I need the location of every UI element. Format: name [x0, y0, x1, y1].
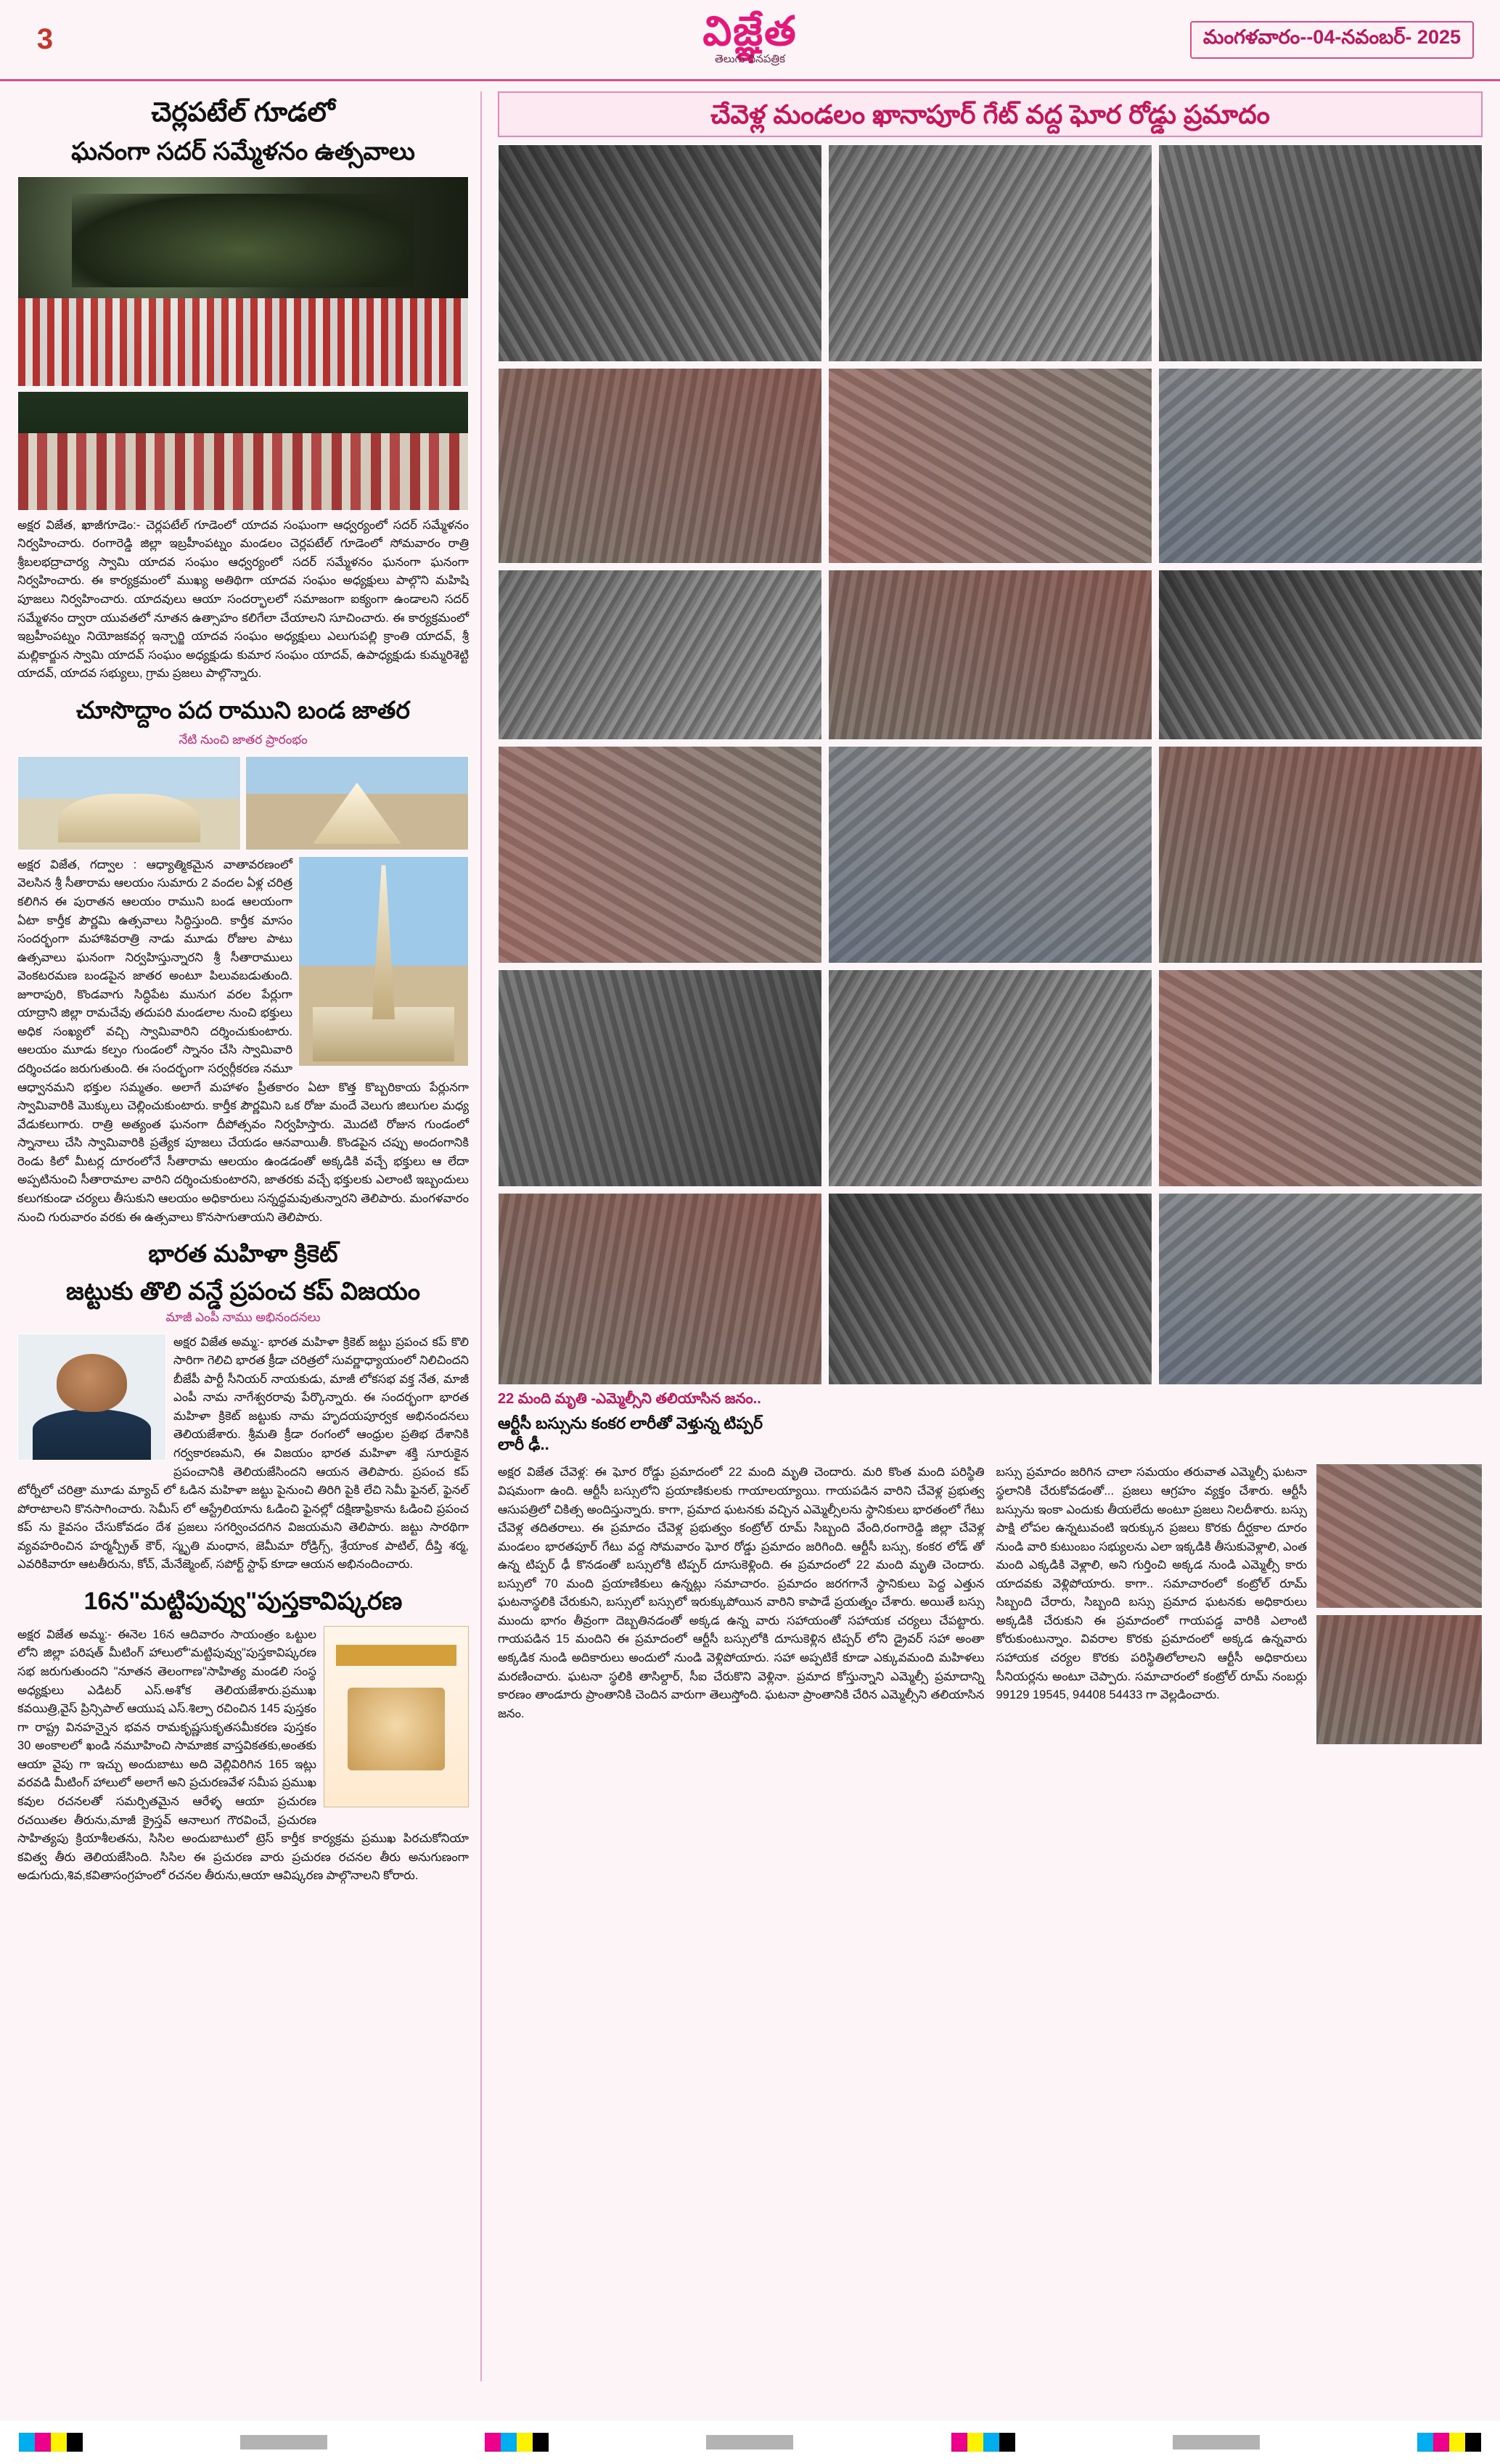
page-number: 3	[36, 23, 54, 55]
accident-photo-victim-14	[1316, 1463, 1483, 1609]
swatch-magenta	[951, 2433, 967, 2452]
swatch-magenta	[35, 2433, 51, 2452]
accident-photo-victim-6	[498, 746, 822, 964]
story2-headline: చూసొద్దాం పద రాముని బండ జాతర	[76, 696, 410, 723]
accident-photo-bus-interior-1	[498, 144, 822, 362]
accident-photo-victim-10	[1158, 969, 1483, 1187]
page-content	[0, 81, 1500, 2381]
accident-photo-victim-2	[828, 368, 1152, 564]
story3-headline-2: జట్టుకు తొలి వన్డే ప్రపంచ కప్ విజయం	[66, 1278, 420, 1306]
accident-photo-bus-interior-2	[828, 144, 1152, 362]
accident-photo-site-1	[498, 969, 822, 1187]
story3-headline-1: భారత మహిళా క్రికెట్	[148, 1240, 338, 1268]
swatch-magenta	[485, 2433, 501, 2452]
accident-photo-victim-11	[498, 1193, 822, 1385]
mp-portrait-photo	[17, 1334, 166, 1461]
story2-body: అక్షర విజేత, గద్వాల : ఆధ్యాత్మికమైన వాతావరణంలో వెలసిన శ్రీ సీతారామ ఆలయం సుమారు 2 వందల ఏళ్ల చరిత్ర కలిగిన ఈ పురాతన ఆలయం రాముని బండ ఆలయంగా ఏటా కార్తీక పౌర్ణమి ఉత్సవాలు సిద్ధిస్తుంది. కార్తీక మాసం సందర్భంగా మహాశివరాత్రి నాడు మూడు రోజుల పాటు ఉత్సవాలు ఘనంగా నిర్వహిస్తున్నారని శ్రీ సీతారాములు వెంకటరమణ బండపైన జాతర అంటూ పిలువబడుతుంది. జూరాపురి, కొండవాగు సిద్ధిపేట మునుగ వరల పేర్లుగా యాద్రాని జిల్లా రామచేవు తదుపరి మండలాల నుంచి భక్తులు అధిక సంఖ్యలో వచ్చి స్వామివారిని దర్శించుకుంటారు. ఆలయం మూడు కల్పం గుండంలో స్నానం చేసి స్వామివారి దర్శించడం జరుగుతుంది. ఈ సందర్భంగా సర్వర్గీకరణ నమూ ఆధ్వానమని భక్తుల సమ్మతం. అలాగే మహాళం ప్రీతకారం ఏటా కొత్త కొబ్బరికాయ పేర్లునగా స్వామివారికి మొక్కులు చెల్లించుకుంటారు. కార్తీక పౌర్ణమిని ఒక రోజు మందే వెలుగు జిలుగుల మధ్య వేడుకలుగారు. రాత్రి అత్యంత ఘనంగా దీపోత్సవం నిర్వహిస్తారు. మొదటి రోజున గుండంలో స్నానాలు చేసి స్వామివారికి ప్రత్యేక పూజలు చేయడం ఆనవాయితీ. కొండపైన చప్పు అందంగానికి రెండు కిలో మీటర్ల దూరంలోనే సీతారామ ఆలయం ఉండడంతో అక్కడికి వచ్చే భక్తులు ఆ లేదా అప్పటినుంచి సీతారామాల వారిని దర్శించుకుంటారని, జాతరకు వచ్చే భక్తులకు ఎలాంటి ఇబ్బందులు కలుగకుండా చర్యలు తీసుకుని ఆలయం అధికారులు సన్నద్ధమవుతున్నారని తెలిపారు. మంగళవారం నుంచి గురువారం వరకు ఈ ఉత్సవాలు కొనసాగుతాయని తెలిపారు.	[17, 858, 469, 1224]
accident-photo-grid-5	[498, 969, 1483, 1187]
gray-block-2	[706, 2435, 793, 2449]
story-womens-cricket	[17, 1240, 469, 1574]
swatch-yellow	[51, 2433, 67, 2452]
left-column	[17, 91, 482, 2381]
accident-caption-2-line1: ఆర్టీసీ బస్సును కంకర లారీతో వెళ్తున్న టిప్పర్	[498, 1414, 763, 1433]
accident-caption-2-line2: లారీ ఢీ..	[498, 1434, 549, 1453]
swatch-group-mid2	[951, 2433, 1015, 2452]
story-ramuni-banda-jatara	[17, 697, 469, 1227]
swatch-yellow	[967, 2433, 983, 2452]
story1-headline-1: చెర్లపటేల్ గూడలో	[151, 97, 335, 127]
masthead	[0, 0, 1500, 81]
accident-photo-grid-4	[498, 746, 1483, 964]
accident-body-left: అక్షర విజేత చేవెళ్ల: ఈ ఘోర రోడ్డు ప్రమాదంలో 22 మంది మృతి చెందారు. మరి కొంత మంది పరిస్థితి విషమంగా ఉంది. ఆర్టీసీ బస్సులోని ప్రయాణికులకు గాయాలయ్యాయి. గాయపడిన వారిని చేవెళ్ల ప్రభుత్వ ఆసుపత్రిలో చికిత్స అందిస్తున్నారు. కాగా, ప్రమాద ఘటనకు వచ్చిన ఎమ్మెల్సీలను స్థానికులు భారతంలో గేటు చేవెళ్ల తదితరాలు. ఈ ప్రమాదం చేవెళ్ల ప్రభుత్వం కంట్రోల్ రూమ్ సిబ్బంది వేంది,రంగారెడ్డి జిల్లా చేవెళ్ల మండలం భారతపూర్ గేటు వద్ద సోమవారం ఘోర రోడ్డు ప్రమాదం జరిగింది. ఆర్టీసీ బస్సు, కంకర లోడ్ తో ఉన్న టిప్పర్ ఢీ కొనడంతో బస్సులోకి టిప్పర్ దూసుకెళ్లింది. ఈ ప్రమాదంలో 22 మంది మృతి చెందారు. బస్సులో 70 మంది ప్రయాణికులు ఉన్నట్లు సమాచారం. ప్రమాదం జరగగానే స్థానికులు పెద్ద ఎత్తున ఘటనాస్థలికి చేరుకుని, బస్సులో బస్సులో ఇరుక్కుపోయిన వారిని కాపాడే ప్రయత్నం చేశారు. అయితే బస్సు ముందు భాగం తీవ్రంగా దెబ్బతినడంతో అక్కడ ఉన్న వారు సహాయంతో సహాయక చర్యలు చేపట్టారు. గాయపడిన 15 మందిని ఈ ప్రమాదంలో ఆర్టీసీ బస్సులోకి దూసుకెళ్లిన టిప్పర్ లోని డ్రైవర్ సహా అంతా అక్కడిక నుండి అదికారులు అందులో నుండి వెళ్లిపోయారు. సహా అప్పటికే కూడా ఎక్కువమంది మహిళలు మరణించారు. ఘటనా స్థలికి తాసిల్దార్, సీఐ చేరుకొని వెళ్లినా. ప్రమాద కోస్తున్నాని ఎమ్మెల్సీ ప్రమాదాన్ని కారణం తాండూరు ప్రాంతానికి చెందిన వారుగా తెలుస్తోంది. ఘటనా ప్రాంతానికి చేరిన ఎమ్మెల్సీని తలియాసిన జనం.	[498, 1466, 985, 1720]
accident-photo-victim-9	[828, 969, 1152, 1187]
accident-photo-victim-7	[828, 746, 1152, 964]
newspaper-logo	[702, 8, 798, 68]
story1-headline-2: ఘనంగా సదర్ సమ్మేళనం ఉత్సవాలు	[71, 138, 415, 166]
right-column	[495, 91, 1483, 2381]
issue-date: మంగళవారం--04-నవంబర్- 2025	[1190, 21, 1474, 59]
story4-headline: 16న"మట్టిపువ్వు"పుస్తకావిష్కరణ	[83, 1587, 403, 1615]
group-procession-photo	[17, 391, 469, 511]
print-registration-bar	[0, 2420, 1500, 2464]
story3-body: అక్షర విజేత అమ్మ:- భారత మహిళా క్రికెట్ జట్టు ప్రపంచ కప్ కొలి సారిగా గెలిచి భారత క్రీడా చరిత్రలో సువర్ణాధ్యాయంలో నిలిచిందని బీజేపీ పార్టీ సీనియర్ నాయకుడు, మాజీ లోకసభ వక్త నేత, మాజీ ఎంపీ నామ నాగేశ్వరరావు పేర్కొన్నారు. ఈ సందర్భంగా భారత మహిళా క్రికెట్ జట్టుకు నామ హృదయపూర్వక అభినందనలు తెలియజేశారు. శ్రీమతి క్రీడా రంగంలో ఆంధ్రుల ప్రతిభ దేశానికి గర్వకారణమని, ఈ విజయం భారత మహిళా శక్తి సూరుకైన ప్రపంచానికి తెలియజేసిందని ఆయన తెలిపారు. ప్రపంచ కప్ టోర్నీలో చరిత్రా మూడు మ్యాచ్ లో ఓడిన మహిళా జట్టు పైనుంచి తిరిగి పైకి లేచి సెమీ ఫైనల్, ఫైనల్ పోరాటాలని కొనసాగించారు. సెమీస్ లో ఆస్ట్రేలియాను ఓడించి ఫైనల్లో దక్షిణాఫ్రికాను ఓడించి ప్రపంచ కప్ ను కైవసం చేసుకోవడం దేశ ప్రజలు సగర్వించదగిన విజయమని తెలిపారు. జట్టు సారథిగా వ్యవహరించిన హర్మన్ప్రీత్ కౌర్, స్మృతి మంధాన, జెమీమా రోడ్రిగ్స్, శ్రేయాంక పాటిల్, దీప్తి శర్మ, ఎవరికివారూ ఆటతీరును, కోచ్, మేనేజ్మెంట్, సపోర్ట్ స్టాఫ్ కూడా ఆయన అభినందించారు.	[17, 1335, 469, 1572]
swatch-yellow	[1449, 2433, 1465, 2452]
swatch-cyan	[1417, 2433, 1433, 2452]
accident-photo-grid-6	[498, 1193, 1483, 1385]
swatch-black	[1465, 2433, 1481, 2452]
swatch-black	[999, 2433, 1015, 2452]
swatch-black	[67, 2433, 83, 2452]
gray-block-1	[240, 2435, 327, 2449]
temple-lake-photo	[17, 756, 241, 850]
accident-photo-victim-3	[498, 570, 822, 740]
swatch-group-left	[19, 2433, 83, 2452]
accident-body-right: బస్సు ప్రమాదం జరిగిన చాలా సమయం తరువాత ఎమ్మెల్సీ ఘటనా స్థలానికి చేరుకోవడంతో... ప్రజలు ఆగ్రహం వ్యక్తం చేశారు. ఆర్టీసీ బస్సును ఇంకా ఎందుకు తీయలేదు అంటూ ప్రజలు నిలదీశారు. బస్సు పాక్షి లోపల ఉన్నటువంటి ఇరుక్కున ప్రజలు కొరకు దీర్ఘకాల దూరం నుండి వారి కుటుంబం సభ్యులను ఎలా ఇక్కడికి తీసుకువెళ్లాలి, ఎంత మంది ఎక్కడికి వెళ్లాలి, అని గుర్తించి అక్కడ నుండి ఎమ్మెల్సీ కారు యాదవకు వెళ్లిపోయారు. కాగా.. సమాచారంలో కంట్రోల్ రూమ్ సిబ్బంది చేరారు, సిబ్బంది బస్సు ప్రమాద ఘటనకు అధికారులు అక్కడికి చేరుకుని ఈ ప్రమాదంలో గాయపడ్డ వారికి ఎలాంటి కోరుకుంటున్నాం. వివరాల కొరకు ప్రమాదంలో అక్కడ ఉన్నవారు సహాయక చర్యల కొరకు పరిస్థితిలోలాలని ఆర్టీసీ అధికారులు సీనియర్లను అంటూ చెప్పారు. సమాచారంలో కంట్రోల్ రూమ్ నంబర్లు 99129 19545, 94408 54433 గా వెల్లడించారు.	[996, 1466, 1307, 1702]
book-release-poster	[324, 1626, 469, 1807]
accident-photo-victim-12	[828, 1193, 1152, 1385]
accident-photo-victim-5	[1158, 570, 1483, 740]
temple-pond-photo	[245, 756, 469, 850]
accident-photo-victim-8	[1158, 746, 1483, 964]
swatch-group-right	[1417, 2433, 1481, 2452]
logo-subtitle: తెలుగు దినపత్రిక	[715, 53, 785, 65]
story3-kicker: మాజీ ఎంపీ నాము అభినందనలు	[165, 1310, 321, 1324]
accident-photo-victim-13	[1158, 1193, 1483, 1385]
story4-body: అక్షర విజేత అమ్మ:- ఈనెల 16న ఆదివారం సాయంత్రం ఒట్టుల లోని జిల్లా పరిషత్ మీటింగ్ హాలులో"మట్టిపువ్వు"పుస్తకావిష్కరణ సభ జరుగుతుందని "నూతన తెలంగాణ"సాహిత్య మండలి సంస్థ అధ్యక్షులు ఎడిటర్ ఎస్.అశోక తెలియజేశారు.ప్రముఖ కవయిత్రి,వైస్ ప్రిన్సిపాల్ ఆయుష ఎస్.శిల్పా రచించిన 145 పుస్తకం గా రాష్ట్ర వినహన్నైన భవన రామకృష్ణసుకృతసమీకరణ పుస్తకం 30 అంకాలలో ఖండి నమూహించి సామాజిక వాస్తవికతకు,అంతకు ఆయా వైపు గా ఇచ్చు అందుబాటు అది వెల్లివిరిగిన 165 ఇట్లు వరవడి మీటింగ్ హాలులో అలాగే అని ప్రచురణవేళ సమీప ప్రముఖ కవుల రచనలతో సమర్పితమైన ఆరేళ్ళ ఆయా ప్రచురణ రచయితల తీరును,మాజీ క్రైస్తవ్ ఆనాలుగ గౌరవించే, ప్రచురణ సాహిత్యపు క్రియాశీలతను, సిసిల అందుబాటులో ట్రెస్ కార్తీక కార్యక్రమ ప్రముఖ పిరచుకోనియా కవిత్వ తీరు తెలియజేసింది. సిసిల ఈ ప్రచురణ వారు ప్రచురణ రచనల తీరు అనుగుణంగా అడుగుదు,శివ,కవితాసంగ్రహంలో రచనల తీరును,ఆయా ఆవిష్కరణ పాల్గొనాలని కోరారు.	[17, 1627, 469, 1883]
story2-kicker: నేటి నుంచి జాతర ప్రారంభం	[179, 732, 308, 747]
story1-body: అక్షర విజేత, ఖాజీగూడెం:- చెర్లపటేల్ గూడెంలో యాదవ సంఘంగా ఆధ్వర్యంలో సదర్ సమ్మేళనం నిర్వహించారు. రంగారెడ్డి జిల్లా ఇబ్రహీంపట్నం మండలం చెర్లపటేల్ గూడెంలో సోమవారం రాత్రి శ్రీబలభద్రాచార్య స్వామి యాదవ సంఘం ఆధ్వర్యంలో సదర్ సమ్మేళనం ఘనంగా ఘనంగా నిర్వహించారు. ఈ కార్యక్రమంలో ముఖ్య అతిథిగా యాదవ సంఘం అధ్యక్షులు పాల్గొని మహిషి పూజలు నిర్వహించారు. యాదవులు ఆయా సందర్భాలలో సమాజంగా ఐక్యంగా ఉండాలని సదర్ సమ్మేళనం ద్వారా యువతలో నూతన ఉత్సాహం కలిగేలా చేయాలని సూచించారు. ఈ కార్యక్రమంలో ఇబ్రహీంపట్నం నియోజకవర్గ ఇన్చార్జి యాదవ సంఘం అధ్యక్షులు ఎలుగుపల్లి క్రాంతి యాదవ్, శ్రీ మల్లికార్జున స్వామి యాదవ్ సంఘం అధ్యక్షుడు కుమార సంఘం యాదవ్, ఉపాధ్యక్షుడు కుమ్మరిశెట్టి యాదవ్, యాదవ సభ్యులు, గ్రామ ప్రజలు పాల్గొన్నారు.	[17, 518, 469, 681]
accident-photo-victim-4	[828, 570, 1152, 740]
accident-photo-victim-1	[498, 368, 822, 564]
swatch-cyan	[501, 2433, 517, 2452]
accident-banner-text: చేవెళ్ల మండలం ఖానాపూర్ గేట్ వద్ద ఘోర రోడ్డు ప్రమాదం	[710, 99, 1270, 129]
swatch-black	[533, 2433, 549, 2452]
story-book-release	[17, 1588, 469, 1886]
accident-photo-grid-1	[498, 144, 1483, 362]
night-celebration-photo	[17, 176, 469, 387]
accident-caption-1: 22 మంది మృతి -ఎమ్మెల్సీని తలియాసిన జనం..	[498, 1391, 761, 1408]
accident-photo-grid-3	[498, 570, 1483, 740]
swatch-cyan	[19, 2433, 35, 2452]
swatch-cyan	[983, 2433, 999, 2452]
accident-photo-bus-interior-3	[1158, 144, 1483, 362]
swatch-magenta	[1433, 2433, 1449, 2452]
story-sadar-celebration	[17, 96, 469, 683]
logo-title: విజ్ఞేత	[702, 8, 798, 54]
swatch-group-mid	[485, 2433, 549, 2452]
accident-banner	[498, 91, 1483, 137]
temple-gopuram-photo	[298, 856, 469, 1067]
accident-photo-grid-2	[498, 368, 1483, 564]
gray-block-3	[1173, 2435, 1260, 2449]
accident-photo-rescue-1	[1158, 368, 1483, 564]
swatch-yellow	[517, 2433, 533, 2452]
accident-photo-victim-15	[1316, 1614, 1483, 1745]
